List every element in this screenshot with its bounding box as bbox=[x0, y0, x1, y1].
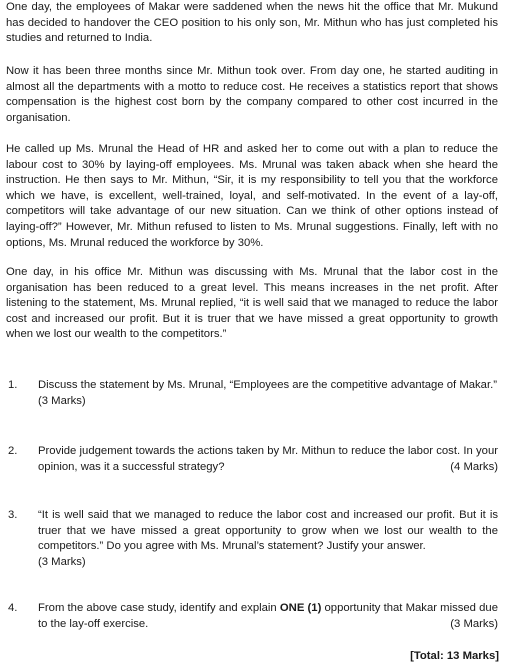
paragraph-intro: One day, the employees of Makar were saddened when the news hit the office that Mr. Mukund has decided to handover the CEO position to his only son, Mr. Mithun who has just completed his studies and returned to India. bbox=[6, 1, 498, 45]
question-marks: (4 Marks) bbox=[450, 460, 498, 473]
paragraph-audit: Now it has been three months since Mr. Mithun took over. From day one, he started auditing in almost all the departments with a motto to reduce cost. He receives a statistics report that shows compensation is the highest cost born by the company compared to other cost incurred in the organisation. bbox=[6, 65, 498, 124]
paragraph-layoff-plan: He called up Ms. Mrunal the Head of HR and asked her to come out with a plan to reduce the labour cost to 30% by laying-off employees. Ms. Mrunal was taken aback when she heard the instruction. He then says to Mr. Mithun, “Sir, it is my responsibility to tell you that the workforce which we have, is excellent, well-trained, loyal, and self-motivated. In the event of a lay-off, competitors will take advantage of our new situation. Can we think of other options instead of laying-off?” However, Mr. Mithun refused to listen to Ms. Mrunal suggestions. Finally, left with no options, Ms. Mrunal reduced the workforce by 30%. bbox=[6, 143, 498, 249]
question-body bbox=[38, 601, 498, 632]
question-number: 3. bbox=[8, 509, 18, 521]
question-number: 1. bbox=[8, 379, 18, 391]
question-text-bold: ONE (1) bbox=[279, 602, 322, 614]
total-marks: [Total: 13 Marks] bbox=[410, 650, 499, 662]
question-text-after: opportunity that Makar missed due to the lay-off exercise. bbox=[38, 602, 498, 630]
question-marks: (3 Marks) bbox=[38, 555, 86, 568]
question-text: Provide judgement towards the actions taken by Mr. Mithun to reduce the labor cost. In your opinion, was it a successful strategy? bbox=[38, 445, 498, 473]
question-marks: (3 Marks) bbox=[450, 617, 498, 630]
question-body bbox=[38, 378, 498, 409]
question-number: 4. bbox=[8, 602, 18, 614]
paragraph-discussion: One day, in his office Mr. Mithun was discussing with Ms. Mrunal that the labor cost in the organisation has been reduced to a great level. This means increases in the net profit. After listening to the statement, Ms. Mrunal replied, “it is well said that we managed to reduce the labor cost and increased our profit. But it is truer that we have missed a great opportunity to growth when we lost our wealth to the competitors.” bbox=[6, 266, 498, 341]
question-body bbox=[38, 444, 498, 475]
question-marks: (3 Marks) bbox=[38, 394, 86, 407]
question-text-before: From the above case study, identify and explain bbox=[38, 602, 280, 614]
question-body bbox=[38, 508, 498, 570]
question-text: “It is well said that we managed to reduce the labor cost and increased our profit. But it is truer that we have missed a great opportunity to grow when we lost our wealth to the competitors.” Do you agree with Ms. Mrunal’s statement? Justify your answer. bbox=[38, 509, 498, 553]
question-number: 2. bbox=[8, 445, 18, 457]
question-text: Discuss the statement by Ms. Mrunal, “Employees are the competitive advantage of Makar.” bbox=[38, 379, 497, 391]
